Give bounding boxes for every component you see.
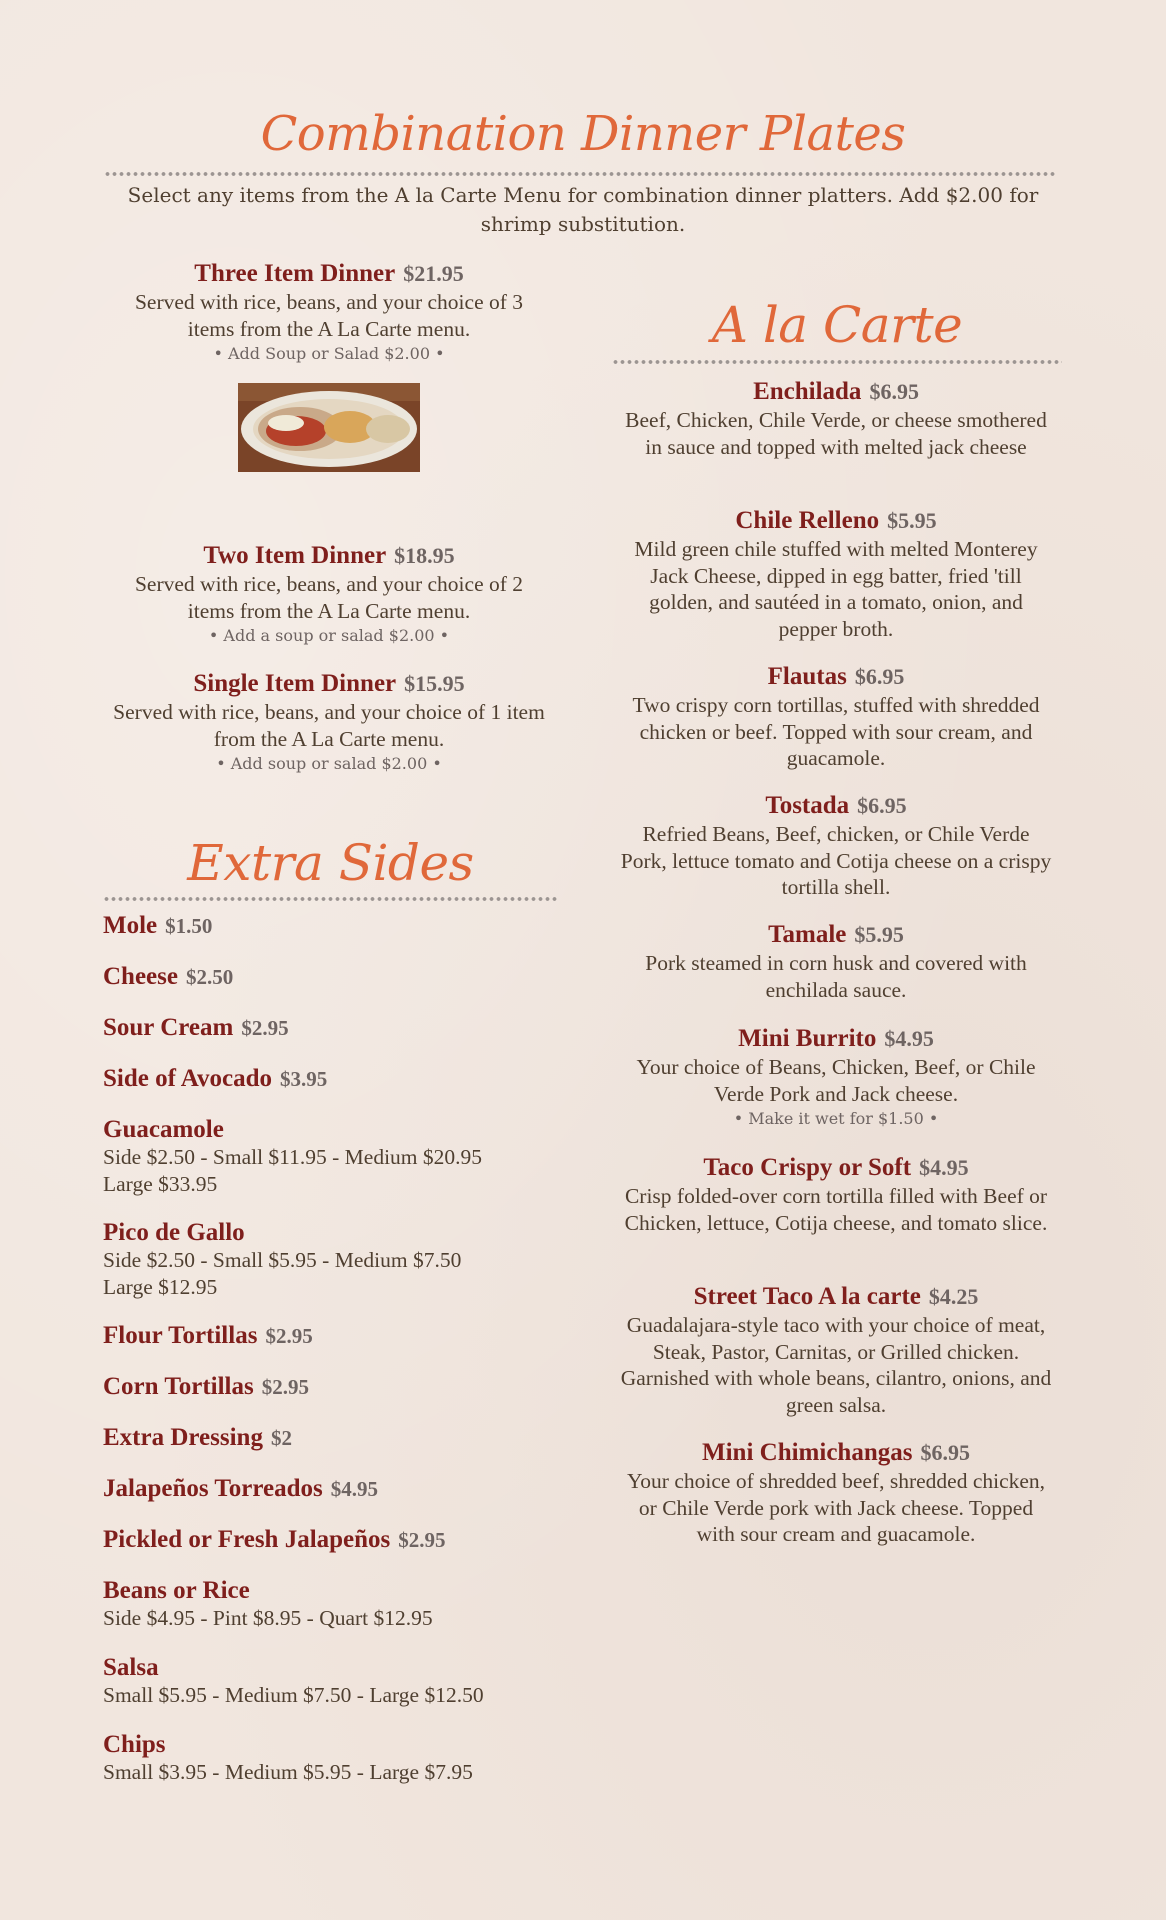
alacarte-item-desc: Your choice of shredded beef, shredded chicken, or Chile Verde pork with Jack cheese. Topped with sour cream and guacamole. (626, 1469, 1046, 1546)
alacarte-item-desc: Two crispy corn tortillas, stuffed with shredded chicken or beef. Topped with sour cream, and guacamole. (632, 693, 1040, 770)
alacarte-item-name: Tamale (768, 921, 847, 948)
combo-item-price: $15.95 (404, 671, 465, 696)
side-item-mole (103, 912, 212, 940)
combo-item-note: • Add soup or salad $2.00 • (216, 754, 442, 773)
combo-item-name: Two Item Dinner (203, 542, 387, 569)
side-item-sizes: Side $2.50 - Small $5.95 - Medium $7.50 (103, 1248, 462, 1272)
side-item-price: $2.95 (241, 1016, 289, 1040)
combo-item-single (112, 669, 546, 773)
side-item-sizes: Side $2.50 - Small $11.95 - Medium $20.95 (103, 1145, 483, 1169)
alacarte-item-name: Street Taco A la carte (693, 1283, 921, 1310)
side-item-salsa (103, 1654, 484, 1709)
alacarte-item-tamale (618, 920, 1054, 1003)
side-item-jalapenos-torreados (103, 1475, 378, 1503)
combo-item-desc: Served with rice, beans, and your choice of 2 items from the A La Carte menu. (134, 572, 524, 623)
side-item-name: Corn Tortillas (103, 1373, 254, 1400)
combo-item-note: • Add Soup or Salad $2.00 • (213, 344, 445, 363)
side-item-chips (103, 1731, 473, 1786)
alacarte-item-price: $6.95 (854, 664, 905, 689)
alacarte-item-enchilada (618, 377, 1054, 460)
side-item-sizes: Small $3.95 - Medium $5.95 - Large $7.95 (103, 1760, 473, 1784)
combination-intro: Select any items from the A la Carte Menu for combination dinner platters. Add $2.00 for shrimp substitution. (127, 183, 1039, 236)
sides-divider (103, 896, 558, 902)
combo-item-price: $18.95 (394, 543, 455, 568)
alacarte-item-chile-relleno (618, 506, 1054, 642)
alacarte-item-street-taco (618, 1282, 1054, 1418)
side-item-sizes: Side $4.95 - Pint $8.95 - Quart $12.95 (103, 1606, 433, 1630)
alacarte-item-desc: Refried Beans, Beef, chicken, or Chile Verde Pork, lettuce tomato and Cotija cheese on a crispy tortilla shell. (620, 822, 1052, 899)
side-item-price: $3.95 (280, 1067, 328, 1091)
side-item-flour-tortillas (103, 1322, 313, 1350)
side-item-beans-rice (103, 1577, 433, 1632)
side-item-price: $1.50 (165, 914, 213, 938)
alacarte-item-desc: Your choice of Beans, Chicken, Beef, or Chile Verde Pork and Jack cheese. (636, 1055, 1036, 1106)
alacarte-item-desc: Crisp folded-over corn tortilla filled with Beef or Chicken, lettuce, Cotija cheese, and tomato slice. (624, 1184, 1048, 1235)
alacarte-item-name: Mini Burrito (738, 1025, 877, 1052)
side-item-pico (103, 1219, 461, 1301)
alacarte-divider (612, 359, 1062, 365)
alacarte-item-price: $4.95 (884, 1026, 934, 1051)
side-item-name: Chips (103, 1731, 166, 1758)
enchilada-plate-photo (238, 383, 420, 472)
side-item-extra-dressing (103, 1424, 292, 1452)
combo-item-price: $21.95 (403, 261, 464, 286)
combo-item-two (112, 541, 546, 645)
alacarte-item-desc: Pork steamed in corn husk and covered with enchilada sauce. (645, 951, 1027, 1002)
alacarte-item-price: $6.95 (857, 793, 907, 818)
alacarte-item-desc: Mild green chile stuffed with melted Monterey Jack Cheese, dipped in egg batter, fried 'till golden, and sautéed in a tomato, onion, and pepper broth. (634, 537, 1038, 641)
combo-item-three (112, 259, 546, 363)
alacarte-item-name: Mini Chimichangas (702, 1439, 913, 1466)
alacarte-item-desc: Guadalajara-style taco with your choice of meat, Steak, Pastor, Carnitas, or Grilled chicken. Garnished with whole beans, cilantro, onions, and green salsa. (620, 1313, 1052, 1417)
alacarte-item-name: Tostada (765, 792, 850, 819)
side-item-name: Salsa (103, 1654, 159, 1681)
alacarte-item-name: Flautas (767, 663, 847, 690)
sides-title: Extra Sides (187, 834, 474, 892)
side-item-name: Side of Avocado (103, 1065, 272, 1092)
side-item-price: $2 (270, 1426, 292, 1450)
plate-illustration (238, 383, 420, 472)
combination-title: Combination Dinner Plates (260, 106, 906, 162)
side-item-name: Sour Cream (103, 1014, 234, 1041)
side-item-guacamole (103, 1116, 482, 1198)
alacarte-item-price: $4.95 (919, 1155, 969, 1180)
side-item-name: Flour Tortillas (103, 1322, 258, 1349)
side-item-sizes-large: Large $33.95 (103, 1172, 218, 1196)
side-item-name: Cheese (103, 963, 178, 990)
side-item-sour-cream (103, 1014, 289, 1042)
side-item-price: $2.95 (265, 1324, 313, 1348)
alacarte-item-price: $4.25 (928, 1284, 979, 1309)
side-item-name: Pickled or Fresh Jalapeños (103, 1526, 391, 1553)
side-item-pickled-jalapenos (103, 1526, 446, 1554)
alacarte-item-mini-burrito (618, 1024, 1054, 1128)
alacarte-item-price: $6.95 (920, 1440, 970, 1465)
side-item-sizes-large: Large $12.95 (103, 1275, 218, 1299)
alacarte-item-flautas (618, 662, 1054, 772)
side-item-corn-tortillas (103, 1373, 309, 1401)
alacarte-item-name: Enchilada (753, 378, 862, 405)
side-item-name: Pico de Gallo (103, 1219, 245, 1246)
combination-divider (104, 171, 1056, 177)
side-item-name: Mole (103, 912, 158, 939)
alacarte-item-price: $5.95 (854, 922, 904, 947)
combo-item-name: Three Item Dinner (194, 260, 396, 287)
alacarte-item-mini-chimichangas (618, 1438, 1054, 1548)
combo-item-note: • Add a soup or salad $2.00 • (208, 626, 450, 645)
side-item-cheese (103, 963, 233, 991)
side-item-sizes: Small $5.95 - Medium $7.50 - Large $12.50 (103, 1683, 484, 1707)
combo-item-desc: Served with rice, beans, and your choice of 1 item from the A La Carte menu. (113, 700, 545, 751)
alacarte-item-price: $5.95 (887, 508, 937, 533)
side-item-price: $4.95 (330, 1477, 378, 1501)
alacarte-item-note: • Make it wet for $1.50 • (733, 1109, 939, 1128)
side-item-price: $2.95 (261, 1375, 309, 1399)
side-item-price: $2.95 (398, 1528, 446, 1552)
side-item-name: Beans or Rice (103, 1577, 250, 1604)
alacarte-item-tostada (618, 791, 1054, 901)
alacarte-title: A la Carte (711, 296, 963, 354)
side-item-name: Jalapeños Torreados (103, 1475, 323, 1502)
side-item-name: Guacamole (103, 1116, 224, 1143)
side-item-price: $2.50 (185, 965, 234, 989)
side-item-name: Extra Dressing (103, 1424, 263, 1451)
alacarte-item-name: Taco Crispy or Soft (703, 1154, 912, 1181)
alacarte-item-price: $6.95 (869, 379, 919, 404)
combo-item-desc: Served with rice, beans, and your choice of 3 items from the A La Carte menu. (134, 290, 524, 341)
alacarte-item-desc: Beef, Chicken, Chile Verde, or cheese smothered in sauce and topped with melted jack cheese (625, 408, 1047, 459)
alacarte-item-name: Chile Relleno (735, 507, 880, 534)
side-item-avocado (103, 1065, 327, 1093)
combo-item-name: Single Item Dinner (193, 670, 397, 697)
alacarte-item-taco (618, 1153, 1054, 1236)
